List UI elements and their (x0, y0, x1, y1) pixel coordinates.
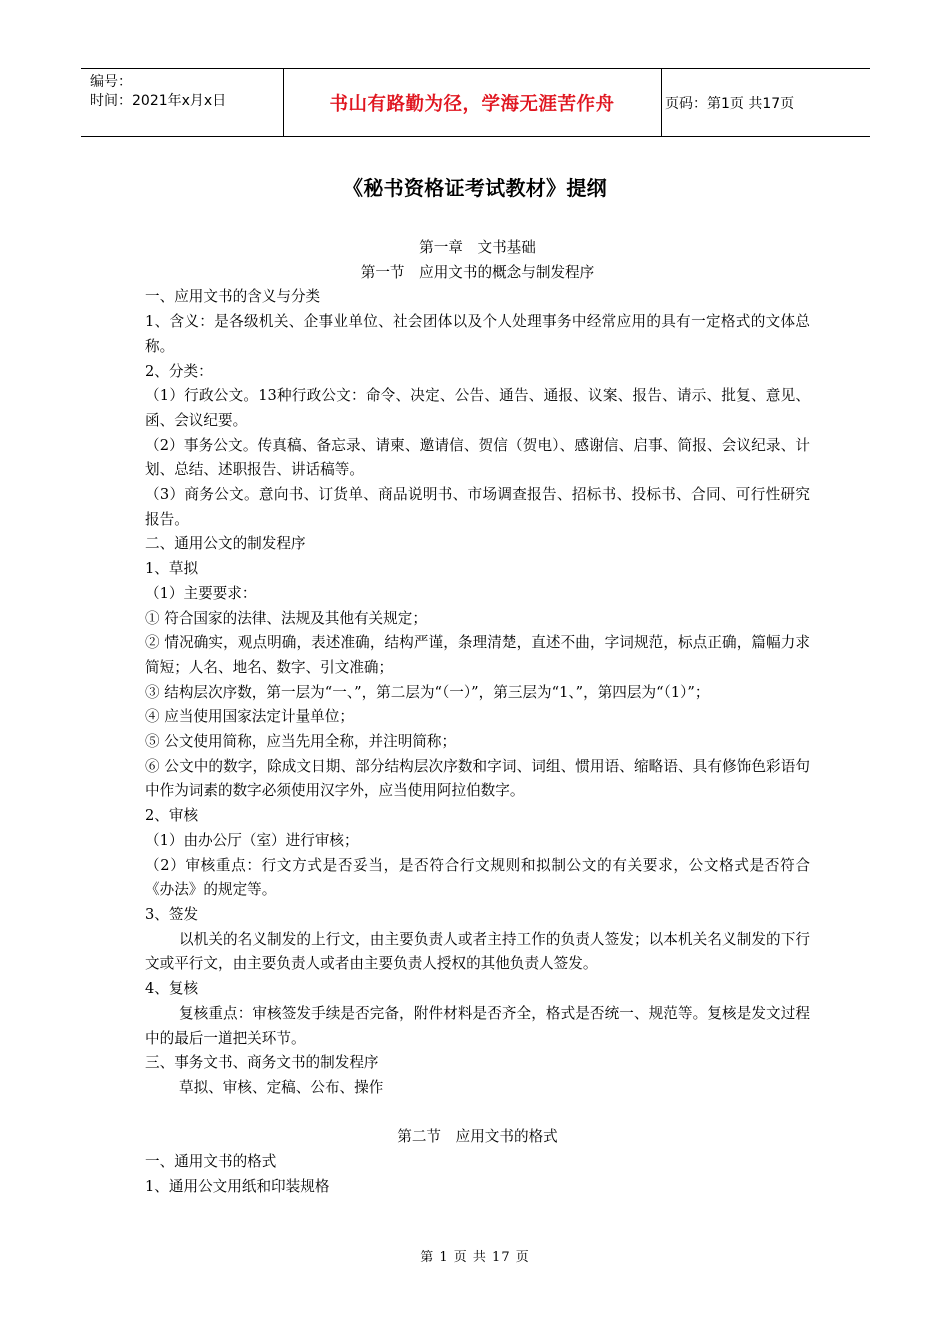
body-paragraph: 复核重点：审核签发手续是否完备，附件材料是否齐全，格式是否统一、规范等。复核是发文过程中的最后一道把关环节。 (145, 1004, 810, 1047)
section-heading: 第一章 文书基础 (419, 239, 536, 256)
body-paragraph: （3）商务公文。意向书、订货单、商品说明书、市场调查报告、招标书、投标书、合同、可行性研究报告。 (145, 486, 810, 528)
body-paragraph: 3、签发 (145, 905, 199, 923)
body-paragraph: 二、通用公文的制发程序 (145, 535, 306, 553)
header-page-info: 页码：第1页 共17页 (665, 95, 795, 112)
document-title: 《秘书资格证考试教材》提纲 (343, 176, 607, 200)
body-paragraph: 一、通用文书的格式 (145, 1153, 277, 1170)
body-paragraph: 2、分类： (145, 362, 213, 380)
body-paragraph: 三、事务文书、商务文书的制发程序 (145, 1054, 379, 1072)
body-paragraph: （2）审核重点：行文方式是否妥当，是否符合行文规则和拟制公文的有关要求，公文格式是否符合《办法》的规定等。 (145, 856, 810, 899)
header-motto: 书山有路勤为径，学海无涯苦作舟 (329, 93, 615, 115)
body-paragraph: （1）主要要求： (145, 584, 257, 602)
body-paragraph: 4、复核 (145, 980, 199, 998)
time-label: 时间：2021年x月x日 (90, 93, 227, 109)
body-paragraph: （1）行政公文。13种行政公文：命令、决定、公告、通告、通报、议案、报告、请示、批复、意见、函、会议纪要。 (145, 387, 810, 429)
document-body (145, 236, 810, 1199)
header-divider (661, 69, 662, 136)
page-header (81, 68, 870, 137)
blank-line (145, 1101, 810, 1126)
body-paragraph: ③ 结构层次序数，第一层为“一、”，第二层为“（一）”，第三层为“1、”，第四层为“（1）”； (145, 683, 710, 701)
body-paragraph: ② 情况确实，观点明确，表述准确，结构严谨，条理清楚，直述不曲，字词规范，标点正确，篇幅力求简短；人名、地名、数字、引文准确； (145, 634, 810, 676)
body-paragraph: 2、审核 (145, 807, 199, 825)
page-footer: 第 1 页 共 17 页 (420, 1250, 530, 1265)
body-paragraph: ④ 应当使用国家法定计量单位； (145, 708, 354, 726)
body-paragraph: （2）事务公文。传真稿、备忘录、请柬、邀请信、贺信（贺电）、感谢信、启事、简报、会议纪录、计划、总结、述职报告、讲话稿等。 (145, 436, 810, 479)
number-label: 编号： (90, 74, 132, 90)
body-paragraph: ⑤ 公文使用简称，应当先用全称，并注明简称； (145, 733, 457, 751)
section-heading: 第一节 应用文书的概念与制发程序 (360, 263, 595, 281)
body-paragraph: 一、应用文书的含义与分类 (145, 288, 321, 306)
body-paragraph: 1、含义：是各级机关、企事业单位、社会团体以及个人处理事务中经常应用的具有一定格式的文体总称。 (145, 313, 810, 355)
header-meta (90, 73, 226, 111)
body-paragraph: （1）由办公厅（室）进行审核； (145, 831, 359, 849)
body-paragraph: 1、通用公文用纸和印装规格 (145, 1177, 330, 1195)
body-paragraph: 以机关的名义制发的上行文，由主要负责人或者主持工作的负责人签发；以本机关名义制发的下行文或平行文，由主要负责人或者由主要负责人授权的其他负责人签发。 (145, 930, 810, 973)
body-paragraph: 1、草拟 (145, 560, 199, 578)
body-paragraph: 草拟、审核、定稿、公布、操作 (179, 1078, 384, 1096)
body-paragraph: ⑥ 公文中的数字，除成文日期、部分结构层次序数和字词、词组、惯用语、缩略语、具有修饰色彩语句中作为词素的数字必须使用汉字外，应当使用阿拉伯数字。 (145, 757, 810, 800)
body-paragraph: ① 符合国家的法律、法规及其他有关规定； (145, 609, 427, 627)
section-heading: 第二节 应用文书的格式 (397, 1128, 558, 1146)
